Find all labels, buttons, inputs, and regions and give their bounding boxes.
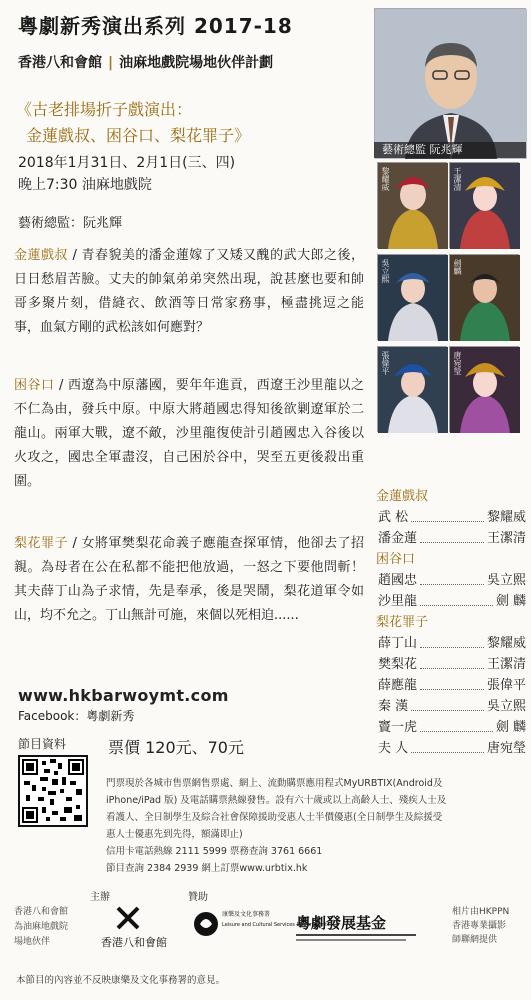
- performer-photo: [449, 254, 519, 340]
- cast-row: [376, 738, 526, 759]
- ticket-price: 票價 120元、70元: [108, 738, 244, 757]
- cast-role: 樊梨花: [378, 657, 418, 672]
- cast-heading: 梨花罪子: [376, 615, 429, 630]
- performer-name: 張偉平: [381, 351, 390, 375]
- cast-leader: [420, 591, 493, 606]
- cast-role: 秦 漢: [378, 699, 409, 714]
- program-info-label: 節目資料: [18, 737, 67, 751]
- organizer-line: [18, 52, 273, 72]
- ticketing-info: [106, 775, 526, 877]
- cast-role: 趙國忠: [378, 573, 418, 588]
- cast-row: [376, 528, 526, 549]
- cast-leader: [420, 570, 484, 585]
- synopsis-title: 金蓮戲叔: [14, 248, 68, 263]
- performer-name: 吳立熙: [381, 259, 390, 283]
- performer-name: 黎耀威: [381, 167, 390, 191]
- synopsis-sep: /: [67, 248, 82, 263]
- photo-credit-line: 香港專業攝影: [452, 921, 507, 931]
- cast-leader: [420, 633, 484, 648]
- cast-heading: 困谷口: [376, 552, 416, 567]
- venue-partner-line: 香港八和會館: [14, 907, 69, 917]
- artistic-director: 藝術總監：阮兆輝: [18, 216, 123, 231]
- artistic-director-portrait: [374, 8, 526, 158]
- cast-row: [376, 675, 526, 696]
- sponsor-label: 贊助: [188, 892, 208, 903]
- disclaimer: 本節目的內容並不反映康樂及文化事務署的意見。: [16, 975, 226, 986]
- cast-list: [376, 486, 526, 759]
- synopsis-text: 西遼為中原藩國，要年年進貢，西遼王沙里龍以之不仁為由，發兵中原。中原大將趙國忠得知後欲剿遼軍於二龍山。兩軍大戰，遼不敵，沙里龍復使計引趙國忠入谷後以火攻之，國忠全軍盡沒，自己困於谷中，哭至五更後殺出重圍。: [14, 378, 364, 489]
- synopsis-text: 青春貌美的潘金蓮嫁了又矮又醜的武大郎之後，日日愁眉苦臉。丈夫的帥氣弟弟突然出現，說甚麼也要和帥哥多聚片刻，借縫衣、飲酒等日常家務事，極盡挑逗之能事，血氣方剛的武松該如何應對？: [14, 248, 364, 335]
- cast-leader: [420, 528, 484, 543]
- photo-credit: [452, 905, 509, 947]
- performer-photo: [449, 162, 519, 248]
- hk-chinese-artists-association-logo: [88, 902, 180, 952]
- cof-logo-text: 粵劇發展基金: [296, 914, 387, 932]
- ticketing-line: 看護人、全日制學生及綜合社會保障援助受惠人士半價優惠(全日制學生及綜援受: [106, 812, 443, 823]
- performance-time-venue: 晚上7:30 油麻地戲院: [18, 177, 152, 193]
- program-title: [16, 97, 250, 149]
- performer-name: 唐宛瑩: [453, 351, 462, 375]
- cast-role: 潘金蓮: [378, 531, 418, 546]
- cast-actor: 張偉平: [486, 678, 526, 693]
- cast-row: [376, 654, 526, 675]
- cast-role: 夫 人: [378, 741, 409, 756]
- cast-actor: 王潔清: [486, 531, 526, 546]
- organizer-left: 香港八和會館: [18, 55, 102, 71]
- synopsis-text: 女將軍樊梨花命義子應龍查探軍情，他卻去了招親。為母者在公在私都不能把他放過，一怒之下要他問斬！其夫薛丁山為子求情，先是奉承，後是哭鬧，梨花道軍令如山，均不允之。丁山無計可施，來個以死相迫......: [14, 536, 364, 623]
- synopsis-sep: /: [54, 378, 69, 393]
- cast-leader: [420, 675, 484, 690]
- performer-name: 劍麟: [453, 259, 462, 275]
- cast-actor: 劍 麟: [495, 720, 526, 735]
- qr-code-icon[interactable]: [18, 755, 88, 827]
- cast-role: 薛應龍: [378, 678, 418, 693]
- synopsis-paragraph: [14, 374, 364, 494]
- cast-role: 武 松: [378, 510, 409, 525]
- organizer-right: 油麻地戲院場地伙伴計劃: [119, 55, 274, 71]
- performance-datetime: [18, 152, 235, 196]
- cast-row: [376, 633, 526, 654]
- venue-partner-note: [14, 905, 68, 950]
- performer-photo: [449, 346, 519, 432]
- synopsis-sep: /: [67, 536, 82, 551]
- program-title-line2: 金蓮戲叔、困谷口、梨花罪子》: [26, 126, 251, 145]
- website-link[interactable]: www.hkbarwoymt.com: [18, 686, 229, 705]
- performer-name: 王潔清: [453, 167, 462, 191]
- cast-role: 沙里龍: [378, 594, 418, 609]
- ticketing-line: 門票現於各城市售票網售票處、網上、流動購票應用程式MyURBTIX(Android及: [106, 778, 443, 789]
- cast-leader: [420, 654, 484, 669]
- series-title: 粵劇新秀演出系列 2017-18: [18, 14, 293, 38]
- synopsis-title: 梨花罪子: [14, 536, 68, 551]
- performer-photo: [377, 254, 447, 340]
- cast-row: [376, 717, 526, 738]
- cast-actor: 吳立熙: [486, 573, 526, 588]
- cast-row: [376, 591, 526, 612]
- hk-logo-text: 香港八和會館: [101, 936, 167, 949]
- performer-photo: [377, 346, 447, 432]
- cast-row: [376, 696, 526, 717]
- portrait-caption: 藝術總監 阮兆輝: [374, 142, 526, 158]
- cast-role: 竇一虎: [378, 720, 418, 735]
- lcsd-logo: [192, 902, 327, 952]
- cast-actor: 唐宛瑩: [486, 741, 526, 756]
- cast-actor: 劍 麟: [495, 594, 526, 609]
- cast-leader: [411, 738, 484, 753]
- cast-leader: [420, 717, 493, 732]
- cast-row: [376, 570, 526, 591]
- organizer-separator: |: [108, 55, 114, 71]
- cast-actor: 王潔清: [486, 657, 526, 672]
- synopsis-paragraph: [14, 532, 364, 628]
- ticketing-line: 信用卡電話熱線 2111 5999 票務查詢 3761 6661: [106, 846, 323, 857]
- photo-credit-line: 師聯網提供: [452, 935, 498, 945]
- cast-actor: 黎耀威: [486, 636, 526, 651]
- cast-heading: 金蓮戲叔: [376, 489, 429, 504]
- synopsis-paragraph: [14, 244, 364, 340]
- performer-photo: [377, 162, 447, 248]
- venue-partner-line: 場地伙伴: [14, 937, 51, 947]
- cast-actor: 黎耀威: [486, 510, 526, 525]
- svg-text:康樂及文化事務署: 康樂及文化事務署: [222, 911, 271, 918]
- cast-leader: [411, 507, 484, 522]
- ticketing-line: 節目查詢 2384 2939 網上訂票www.urbtix.hk: [106, 863, 308, 874]
- cantonese-opera-fund-logo: [292, 908, 442, 948]
- lcsd-logo-text: Leisure and Cultural Services Department: [222, 922, 327, 928]
- photo-credit-line: 相片由HKPPN: [452, 907, 510, 917]
- cast-leader: [411, 696, 484, 711]
- ticketing-line: 惠人士優惠先到先得，額滿即止): [106, 829, 243, 840]
- program-title-line1: 《古老排場折子戲演出：: [16, 100, 193, 119]
- cast-role: 薛丁山: [378, 636, 418, 651]
- cast-actor: 吳立熙: [486, 699, 526, 714]
- facebook-link[interactable]: Facebook：粵劇新秀: [18, 709, 135, 723]
- cast-row: [376, 507, 526, 528]
- ticketing-line: iPhone/iPad 版) 及電話購票熱線發售。設有六十歲或以上高齡人士、殘疾人士及: [106, 795, 447, 806]
- host-label: 主辦: [90, 892, 110, 903]
- venue-partner-line: 為油麻地戲院: [14, 922, 69, 932]
- synopsis-title: 困谷口: [14, 378, 55, 393]
- performance-date: 2018年1月31日、2月1日(三、四): [18, 155, 236, 171]
